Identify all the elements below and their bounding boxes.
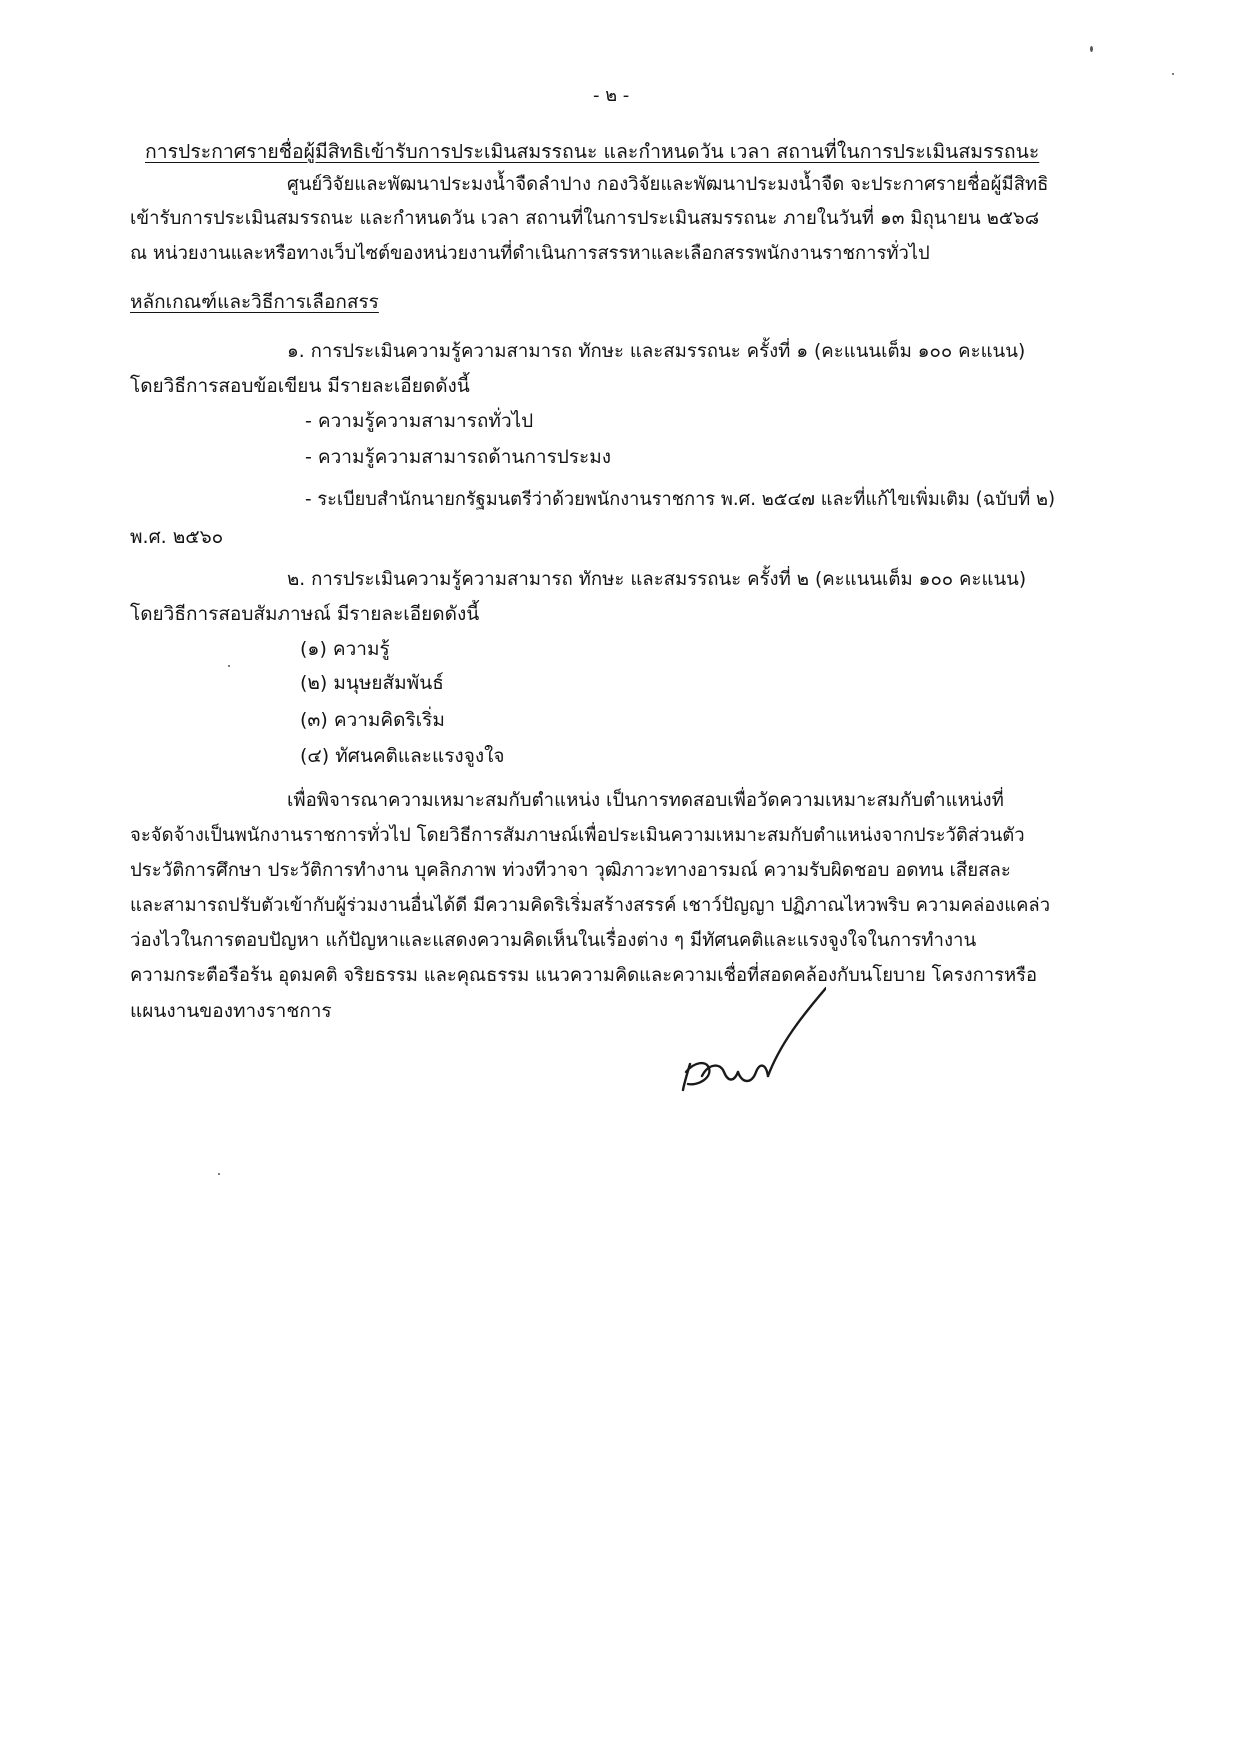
paragraph-line: ความกระตือรือร้น อุดมคติ จริยธรรม และคุณธรรม แนวความคิดและความเชื่อที่สอดคล้องกับนโยบาย โครงการหรือ [130,965,1038,986]
paragraph-line: ประวัติการศึกษา ประวัติการทำงาน บุคลิกภาพ ท่วงทีวาจา วุฒิภาวะทางอารมณ์ ความรับผิดชอบ อดทน เสียสละ [130,860,1011,881]
round1-item: - ระเบียบสำนักนายกรัฐมนตรีว่าด้วยพนักงานราชการ พ.ศ. ๒๕๔๗ และที่แก้ไขเพิ่มเติม (ฉบับที่ ๒) [305,489,1056,510]
section1-line: ศูนย์วิจัยและพัฒนาประมงน้ำจืดลำปาง กองวิจัยและพัฒนาประมงน้ำจืด จะประกาศรายชื่อผู้มีสิทธิ [287,174,1049,195]
paragraph-line: แผนงานของทางราชการ [130,1000,332,1022]
round2-line: โดยวิธีการสอบสัมภาษณ์ มีรายละเอียดดังนี้ [130,603,480,625]
scan-speck [1172,73,1174,75]
section1-heading: การประกาศรายชื่อผู้มีสิทธิเข้ารับการประเมินสมรรถนะ และกำหนดวัน เวลา สถานที่ในการประเมินสมรรถนะ [145,140,1040,163]
paragraph-line: และสามารถปรับตัวเข้ากับผู้ร่วมงานอื่นได้ดี มีความคิดริเริ่มสร้างสรรค์ เชาว์ปัญญา ปฏิภาณไหวพริบ ความคล่องแคล่ว [130,895,1051,916]
scan-speck [218,1173,220,1175]
section1-line: เข้ารับการประเมินสมรรถนะ และกำหนดวัน เวลา สถานที่ในการประเมินสมรรถนะ ภายในวันที่ ๑๓ มิถุนายน ๒๕๖๘ [130,208,1040,229]
round1-item-continuation: พ.ศ. ๒๕๖๐ [130,526,224,548]
round2-item: (๒) มนุษยสัมพันธ์ [300,672,444,694]
paragraph-line: เพื่อพิจารณาความเหมาะสมกับตำแหน่ง เป็นการทดสอบเพื่อวัดความเหมาะสมกับตำแหน่งที่ [287,790,1004,811]
signature-icon [676,986,826,1096]
round2-line: ๒. การประเมินความรู้ความสามารถ ทักษะ และสมรรถนะ ครั้งที่ ๒ (คะแนนเต็ม ๑๐๐ คะแนน) [287,569,1027,590]
section2-heading: หลักเกณฑ์และวิธีการเลือกสรร [130,291,379,313]
round1-line: ๑. การประเมินความรู้ความสามารถ ทักษะ และสมรรถนะ ครั้งที่ ๑ (คะแนนเต็ม ๑๐๐ คะแนน) [287,341,1026,362]
round2-item: (๓) ความคิดริเริ่ม [300,709,445,731]
round1-item: - ความรู้ความสามารถทั่วไป [305,410,534,432]
section1-line: ณ หน่วยงานและหรือทางเว็บไซต์ของหน่วยงานที่ดำเนินการสรรหาและเลือกสรรพนักงานราชการทั่วไป [130,243,930,264]
scan-speck [1090,46,1093,52]
scan-speck [228,665,230,667]
round2-item: (๑) ความรู้ [300,638,390,660]
round1-item: - ความรู้ความสามารถด้านการประมง [305,446,612,468]
round2-item: (๔) ทัศนคติและแรงจูงใจ [300,745,505,767]
paragraph-line: จะจัดจ้างเป็นพนักงานราชการทั่วไป โดยวิธีการสัมภาษณ์เพื่อประเมินความเหมาะสมกับตำแหน่งจากประวัติส่วนตัว [130,825,1025,846]
page-number: - ๒ - [593,85,630,106]
paragraph-line: ว่องไวในการตอบปัญหา แก้ปัญหาและแสดงความคิดเห็นในเรื่องต่าง ๆ มีทัศนคติและแรงจูงใจในการทำงาน [130,930,977,951]
round1-line: โดยวิธีการสอบข้อเขียน มีรายละเอียดดังนี้ [130,375,470,397]
